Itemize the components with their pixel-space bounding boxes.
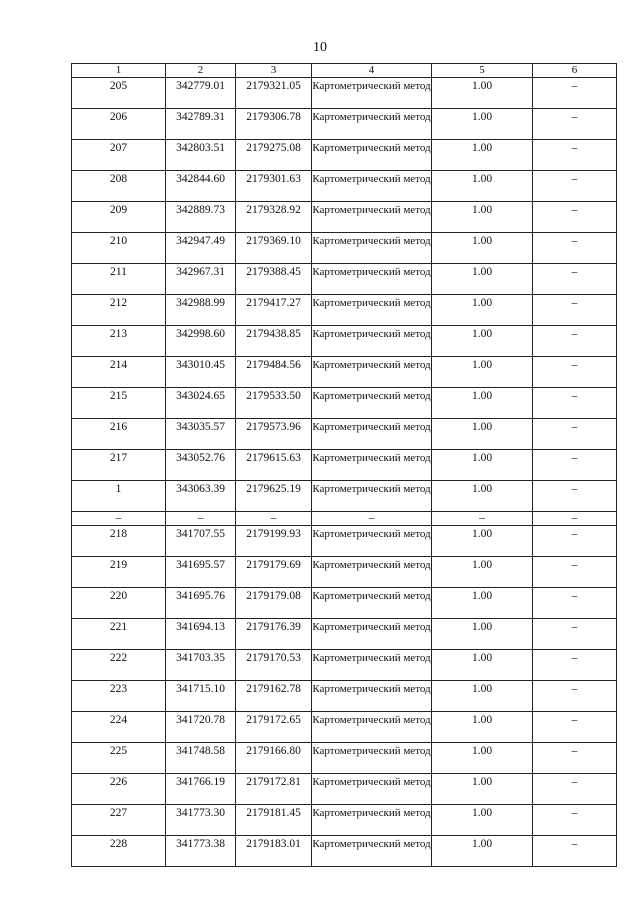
y-coordinate-cell: 2179176.39 — [236, 619, 312, 650]
method-text: Картометрический метод — [312, 328, 431, 340]
x-coordinate-cell: 341720.78 — [166, 712, 236, 743]
table-row — [72, 805, 617, 836]
precision-cell: 1.00 — [432, 712, 533, 743]
note-cell: – — [533, 78, 617, 109]
note-cell: – — [533, 264, 617, 295]
note-cell: – — [533, 481, 617, 512]
table-row — [72, 619, 617, 650]
y-coordinate-cell: 2179179.69 — [236, 557, 312, 588]
point-number-cell: 1 — [72, 481, 166, 512]
method-text: Картометрический метод — [312, 111, 431, 123]
method-cell — [312, 326, 432, 357]
table-header-row — [72, 64, 617, 78]
x-coordinate-cell: 343035.57 — [166, 419, 236, 450]
x-coordinate-cell: 343010.45 — [166, 357, 236, 388]
point-number-cell: 227 — [72, 805, 166, 836]
method-cell — [312, 264, 432, 295]
method-cell — [312, 109, 432, 140]
x-coordinate-cell: 342889.73 — [166, 202, 236, 233]
y-coordinate-cell: 2179625.19 — [236, 481, 312, 512]
point-number-cell: 221 — [72, 619, 166, 650]
column-header: 4 — [312, 64, 432, 78]
point-number-cell: 207 — [72, 140, 166, 171]
table-row — [72, 774, 617, 805]
y-coordinate-cell: 2179615.63 — [236, 450, 312, 481]
precision-cell: 1.00 — [432, 619, 533, 650]
precision-cell: 1.00 — [432, 588, 533, 619]
method-cell — [312, 450, 432, 481]
method-cell — [312, 357, 432, 388]
column-header: 3 — [236, 64, 312, 78]
table-row — [72, 836, 617, 867]
method-text: Картометрический метод — [312, 776, 431, 788]
precision-cell: 1.00 — [432, 202, 533, 233]
method-cell — [312, 388, 432, 419]
x-coordinate-cell: 342967.31 — [166, 264, 236, 295]
table-row — [72, 526, 617, 557]
table-row — [72, 357, 617, 388]
method-text: Картометрический метод — [312, 621, 431, 633]
separator-row — [72, 512, 617, 526]
method-text: Картометрический метод — [312, 142, 431, 154]
note-cell: – — [533, 109, 617, 140]
precision-cell: 1.00 — [432, 774, 533, 805]
precision-cell: 1.00 — [432, 650, 533, 681]
precision-cell: 1.00 — [432, 264, 533, 295]
separator-cell: – — [236, 512, 312, 526]
method-cell — [312, 681, 432, 712]
note-cell: – — [533, 712, 617, 743]
x-coordinate-cell: 341748.58 — [166, 743, 236, 774]
method-text: Картометрический метод — [312, 297, 431, 309]
point-number-cell: 211 — [72, 264, 166, 295]
column-header: 6 — [533, 64, 617, 78]
method-text: Картометрический метод — [312, 559, 431, 571]
note-cell: – — [533, 419, 617, 450]
table-row — [72, 419, 617, 450]
point-number-cell: 224 — [72, 712, 166, 743]
table-row — [72, 450, 617, 481]
x-coordinate-cell: 342988.99 — [166, 295, 236, 326]
table-row — [72, 140, 617, 171]
x-coordinate-cell: 343052.76 — [166, 450, 236, 481]
method-text: Картометрический метод — [312, 80, 431, 92]
x-coordinate-cell: 342779.01 — [166, 78, 236, 109]
note-cell: – — [533, 774, 617, 805]
note-cell: – — [533, 171, 617, 202]
y-coordinate-cell: 2179321.05 — [236, 78, 312, 109]
method-text: Картометрический метод — [312, 266, 431, 278]
method-cell — [312, 419, 432, 450]
note-cell: – — [533, 357, 617, 388]
x-coordinate-cell: 342803.51 — [166, 140, 236, 171]
x-coordinate-cell: 341773.38 — [166, 836, 236, 867]
precision-cell: 1.00 — [432, 557, 533, 588]
point-number-cell: 216 — [72, 419, 166, 450]
precision-cell: 1.00 — [432, 805, 533, 836]
method-text: Картометрический метод — [312, 714, 431, 726]
point-number-cell: 219 — [72, 557, 166, 588]
separator-cell: – — [533, 512, 617, 526]
note-cell: – — [533, 557, 617, 588]
point-number-cell: 214 — [72, 357, 166, 388]
precision-cell: 1.00 — [432, 743, 533, 774]
note-cell: – — [533, 233, 617, 264]
table-row — [72, 557, 617, 588]
method-text: Картометрический метод — [312, 204, 431, 216]
method-text: Картометрический метод — [312, 173, 431, 185]
note-cell: – — [533, 805, 617, 836]
y-coordinate-cell: 2179484.56 — [236, 357, 312, 388]
precision-cell: 1.00 — [432, 450, 533, 481]
y-coordinate-cell: 2179438.85 — [236, 326, 312, 357]
precision-cell: 1.00 — [432, 836, 533, 867]
point-number-cell: 210 — [72, 233, 166, 264]
precision-cell: 1.00 — [432, 109, 533, 140]
y-coordinate-cell: 2179417.27 — [236, 295, 312, 326]
note-cell: – — [533, 388, 617, 419]
y-coordinate-cell: 2179328.92 — [236, 202, 312, 233]
point-number-cell: 208 — [72, 171, 166, 202]
y-coordinate-cell: 2179183.01 — [236, 836, 312, 867]
method-text: Картометрический метод — [312, 590, 431, 602]
table-row — [72, 650, 617, 681]
precision-cell: 1.00 — [432, 419, 533, 450]
method-cell — [312, 805, 432, 836]
note-cell: – — [533, 650, 617, 681]
table-row — [72, 743, 617, 774]
method-text: Картометрический метод — [312, 745, 431, 757]
method-cell — [312, 836, 432, 867]
y-coordinate-cell: 2179573.96 — [236, 419, 312, 450]
column-header: 5 — [432, 64, 533, 78]
table-row — [72, 588, 617, 619]
method-text: Картометрический метод — [312, 483, 431, 495]
x-coordinate-cell: 341766.19 — [166, 774, 236, 805]
point-number-cell: 215 — [72, 388, 166, 419]
precision-cell: 1.00 — [432, 326, 533, 357]
method-text: Картометрический метод — [312, 528, 431, 540]
point-number-cell: 209 — [72, 202, 166, 233]
table-row — [72, 78, 617, 109]
y-coordinate-cell: 2179172.65 — [236, 712, 312, 743]
note-cell: – — [533, 295, 617, 326]
precision-cell: 1.00 — [432, 78, 533, 109]
point-number-cell: 220 — [72, 588, 166, 619]
precision-cell: 1.00 — [432, 233, 533, 264]
precision-cell: 1.00 — [432, 481, 533, 512]
table-row — [72, 233, 617, 264]
x-coordinate-cell: 342844.60 — [166, 171, 236, 202]
y-coordinate-cell: 2179179.08 — [236, 588, 312, 619]
note-cell: – — [533, 326, 617, 357]
point-number-cell: 228 — [72, 836, 166, 867]
table-body — [72, 78, 617, 867]
point-number-cell: 225 — [72, 743, 166, 774]
note-cell: – — [533, 450, 617, 481]
x-coordinate-cell: 343024.65 — [166, 388, 236, 419]
method-cell — [312, 650, 432, 681]
table-row — [72, 326, 617, 357]
x-coordinate-cell: 341695.57 — [166, 557, 236, 588]
x-coordinate-cell: 341703.35 — [166, 650, 236, 681]
x-coordinate-cell: 342789.31 — [166, 109, 236, 140]
method-cell — [312, 619, 432, 650]
method-cell — [312, 233, 432, 264]
table-row — [72, 681, 617, 712]
y-coordinate-cell: 2179162.78 — [236, 681, 312, 712]
x-coordinate-cell: 341773.30 — [166, 805, 236, 836]
note-cell: – — [533, 619, 617, 650]
point-number-cell: 223 — [72, 681, 166, 712]
method-cell — [312, 78, 432, 109]
method-cell — [312, 588, 432, 619]
precision-cell: 1.00 — [432, 295, 533, 326]
table-row — [72, 295, 617, 326]
precision-cell: 1.00 — [432, 357, 533, 388]
y-coordinate-cell: 2179275.08 — [236, 140, 312, 171]
method-cell — [312, 526, 432, 557]
y-coordinate-cell: 2179166.80 — [236, 743, 312, 774]
note-cell: – — [533, 588, 617, 619]
method-cell — [312, 774, 432, 805]
method-text: Картометрический метод — [312, 359, 431, 371]
method-text: Картометрический метод — [312, 683, 431, 695]
y-coordinate-cell: 2179533.50 — [236, 388, 312, 419]
column-header: 1 — [72, 64, 166, 78]
precision-cell: 1.00 — [432, 681, 533, 712]
table-row — [72, 109, 617, 140]
note-cell: – — [533, 526, 617, 557]
method-text: Картометрический метод — [312, 807, 431, 819]
table-row — [72, 171, 617, 202]
method-cell — [312, 202, 432, 233]
precision-cell: 1.00 — [432, 388, 533, 419]
note-cell: – — [533, 836, 617, 867]
x-coordinate-cell: 341694.13 — [166, 619, 236, 650]
method-cell — [312, 712, 432, 743]
x-coordinate-cell: 341695.76 — [166, 588, 236, 619]
column-header: 2 — [166, 64, 236, 78]
x-coordinate-cell: 342998.60 — [166, 326, 236, 357]
y-coordinate-cell: 2179369.10 — [236, 233, 312, 264]
table-row — [72, 202, 617, 233]
x-coordinate-cell: 343063.39 — [166, 481, 236, 512]
point-number-cell: 217 — [72, 450, 166, 481]
note-cell: – — [533, 140, 617, 171]
y-coordinate-cell: 2179172.81 — [236, 774, 312, 805]
method-cell — [312, 743, 432, 774]
note-cell: – — [533, 202, 617, 233]
point-number-cell: 206 — [72, 109, 166, 140]
method-text: Картометрический метод — [312, 652, 431, 664]
method-cell — [312, 171, 432, 202]
note-cell: – — [533, 743, 617, 774]
separator-cell: – — [432, 512, 533, 526]
x-coordinate-cell: 341715.10 — [166, 681, 236, 712]
point-number-cell: 222 — [72, 650, 166, 681]
method-text: Картометрический метод — [312, 235, 431, 247]
separator-cell: – — [312, 512, 432, 526]
precision-cell: 1.00 — [432, 140, 533, 171]
x-coordinate-cell: 341707.55 — [166, 526, 236, 557]
point-number-cell: 212 — [72, 295, 166, 326]
method-cell — [312, 557, 432, 588]
separator-cell: – — [72, 512, 166, 526]
method-text: Картометрический метод — [312, 452, 431, 464]
y-coordinate-cell: 2179301.63 — [236, 171, 312, 202]
separator-cell: – — [166, 512, 236, 526]
point-number-cell: 226 — [72, 774, 166, 805]
point-number-cell: 218 — [72, 526, 166, 557]
y-coordinate-cell: 2179199.93 — [236, 526, 312, 557]
y-coordinate-cell: 2179181.45 — [236, 805, 312, 836]
point-number-cell: 213 — [72, 326, 166, 357]
y-coordinate-cell: 2179306.78 — [236, 109, 312, 140]
method-text: Картометрический метод — [312, 390, 431, 402]
table-row — [72, 481, 617, 512]
method-cell — [312, 481, 432, 512]
table-row — [72, 264, 617, 295]
y-coordinate-cell: 2179388.45 — [236, 264, 312, 295]
y-coordinate-cell: 2179170.53 — [236, 650, 312, 681]
method-cell — [312, 140, 432, 171]
coordinates-table — [71, 63, 617, 867]
precision-cell: 1.00 — [432, 171, 533, 202]
precision-cell: 1.00 — [432, 526, 533, 557]
page-number: 10 — [313, 40, 327, 55]
table-row — [72, 388, 617, 419]
note-cell: – — [533, 681, 617, 712]
method-text: Картометрический метод — [312, 421, 431, 433]
method-text: Картометрический метод — [312, 838, 431, 850]
table-row — [72, 712, 617, 743]
point-number-cell: 205 — [72, 78, 166, 109]
x-coordinate-cell: 342947.49 — [166, 233, 236, 264]
method-cell — [312, 295, 432, 326]
